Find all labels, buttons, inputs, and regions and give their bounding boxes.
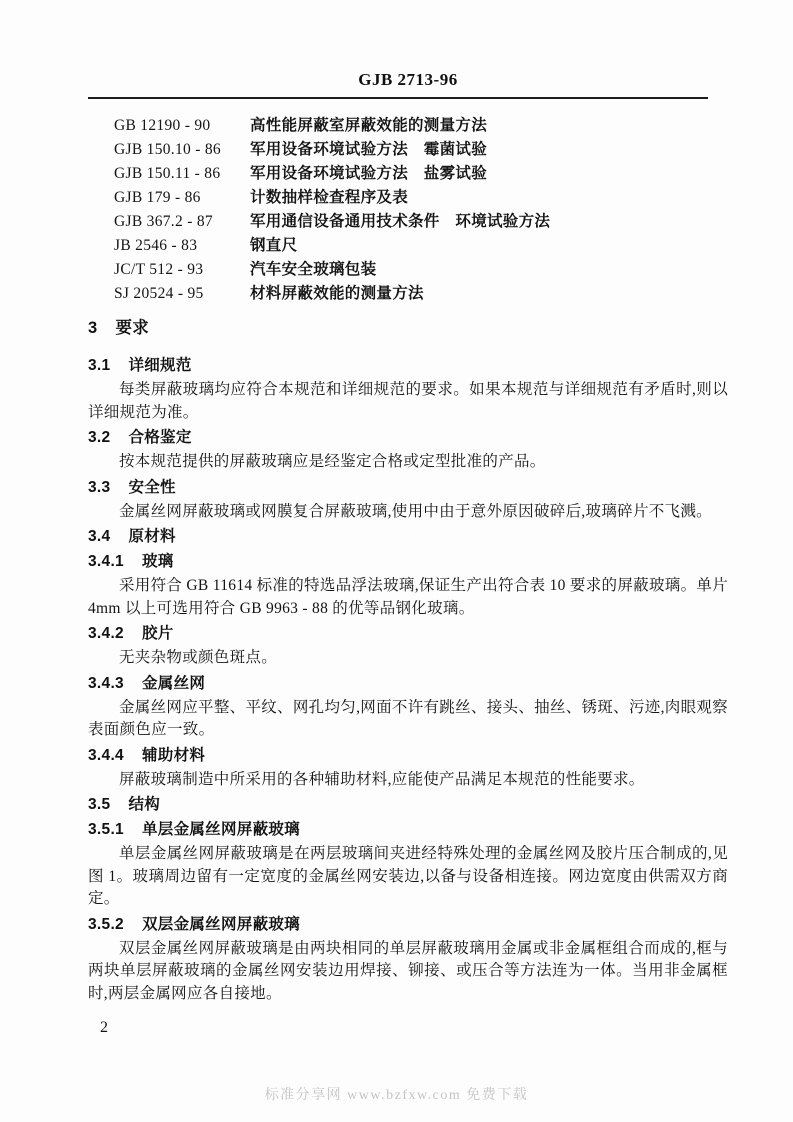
header-rule: [88, 97, 708, 99]
reference-code: SJ 20524 - 95: [114, 285, 204, 302]
reference-row: [114, 114, 728, 138]
section-title: 金属丝网: [141, 674, 206, 692]
section-heading-3.4.3: [88, 672, 728, 695]
section-heading-3.5.1: [88, 818, 728, 841]
reference-row: [114, 162, 728, 186]
section-heading-3.4.2: [88, 622, 728, 645]
section-title: 单层金属丝网屏蔽玻璃: [141, 821, 300, 838]
section-title: 双层金属丝网屏蔽玻璃: [141, 915, 300, 933]
paragraph: 双层金属丝网屏蔽玻璃是由两块相同的单层屏蔽玻璃用金属或非金属框组合而成的,框与两块单层屏蔽玻璃的金属丝网安装边用焊接、铆接、或压合等方法连为一体。当用非金属框时,两层金属网应各自接地。: [88, 939, 728, 1002]
section-title: 要求: [115, 319, 150, 337]
paragraph: 按本规范提供的屏蔽玻璃应是经鉴定合格或定型批准的产品。: [119, 453, 546, 470]
section-number: 3.5.2: [88, 915, 124, 933]
reference-code: GJB 367.2 - 87: [114, 213, 213, 230]
section-title: 原材料: [128, 528, 176, 545]
section-number: 3.4.2: [88, 625, 124, 642]
reference-code: GJB 179 - 86: [114, 189, 201, 206]
section-heading-3.5: [88, 793, 728, 816]
section-heading-3.2: [88, 426, 728, 449]
section-title: 安全性: [128, 478, 176, 496]
reference-title: 计数抽样检查程序及表: [250, 189, 409, 206]
section-number: 3.5: [88, 796, 111, 813]
reference-row: [114, 210, 728, 234]
reference-row: [114, 234, 728, 258]
reference-row: [114, 258, 728, 282]
section-heading-3.4.1: [88, 550, 728, 573]
section-number: 3.4.4: [88, 746, 124, 764]
section-number: 3.4: [88, 528, 111, 545]
reference-title: 汽车安全玻璃包装: [250, 261, 377, 278]
section-title: 结构: [128, 796, 161, 813]
section-title: 胶片: [141, 625, 174, 642]
doc-number: GJB 2713-96: [358, 70, 458, 89]
reference-title: 军用设备环境试验方法 盐雾试验: [250, 165, 488, 182]
reference-title: 军用设备环境试验方法 霉菌试验: [250, 141, 488, 158]
section-number: 3.4.1: [88, 553, 124, 570]
section-number: 3.4.3: [88, 674, 124, 692]
reference-title: 高性能屏蔽室屏蔽效能的测量方法: [250, 117, 488, 134]
section-title: 辅助材料: [141, 746, 206, 764]
reference-title: 军用通信设备通用技术条件 环境试验方法: [250, 213, 551, 230]
reference-code: JC/T 512 - 93: [114, 261, 204, 278]
section-heading-3: [88, 316, 728, 340]
reference-title: 材料屏蔽效能的测量方法: [250, 285, 424, 302]
paragraph: 无夹杂物或颜色斑点。: [119, 649, 278, 666]
reference-title: 钢直尺: [250, 237, 298, 254]
section-number: 3.5.1: [88, 821, 124, 838]
section-heading-3.3: [88, 476, 728, 499]
reference-code: GB 12190 - 90: [114, 117, 211, 134]
section-title: 合格鉴定: [128, 429, 192, 446]
paragraph: 单层金属丝网屏蔽玻璃是在两层玻璃间夹进经特殊处理的金属丝网及胶片压合制成的,见图 1。玻璃周边留有一定宽度的金属丝网安装边,以备与设备相连接。网边宽度由供需双方商定。: [88, 845, 728, 907]
page-number: 2: [100, 1019, 108, 1036]
watermark: 标准分享网 www.bzfxw.com 免费下载: [264, 1088, 529, 1103]
section-number: 3: [88, 319, 98, 337]
section-title: 详细规范: [128, 357, 192, 374]
section-number: 3.2: [88, 429, 111, 446]
section-heading-3.4: [88, 525, 728, 548]
paragraph: 金属丝网屏蔽玻璃或网膜复合屏蔽玻璃,使用中由于意外原因破碎后,玻璃碎片不飞溅。: [119, 502, 712, 520]
paragraph: 金属丝网应平整、平纹、网孔均匀,网面不许有跳丝、接头、抽丝、锈斑、污迹,肉眼观察表面颜色应一致。: [88, 698, 728, 738]
section-number: 3.3: [88, 478, 111, 496]
paragraph: 采用符合 GB 11614 标准的特选品浮法玻璃,保证生产出符合表 10 要求的屏蔽玻璃。单片 4mm 以上可选用符合 GB 9963 - 88 的优等品钢化玻璃。: [88, 577, 728, 617]
reference-code: GJB 150.11 - 86: [114, 165, 221, 182]
reference-row: [114, 186, 728, 210]
section-heading-3.1: [88, 354, 728, 377]
paragraph: 每类屏蔽玻璃均应符合本规范和详细规范的要求。如果本规范与详细规范有矛盾时,则以详细规范为准。: [88, 381, 728, 421]
document-body: [88, 114, 728, 1037]
section-heading-3.4.4: [88, 744, 728, 767]
reference-row: [114, 282, 728, 306]
paragraph: 屏蔽玻璃制造中所采用的各种辅助材料,应能使产品满足本规范的性能要求。: [119, 770, 645, 788]
section-title: 玻璃: [141, 553, 174, 570]
page-header: [88, 70, 728, 99]
references-list: [88, 114, 728, 306]
section-heading-3.5.2: [88, 913, 728, 936]
reference-code: JB 2546 - 83: [114, 237, 198, 254]
reference-row: [114, 138, 728, 162]
reference-code: GJB 150.10 - 86: [114, 141, 221, 158]
section-number: 3.1: [88, 357, 111, 374]
sections-container: [88, 316, 728, 1005]
